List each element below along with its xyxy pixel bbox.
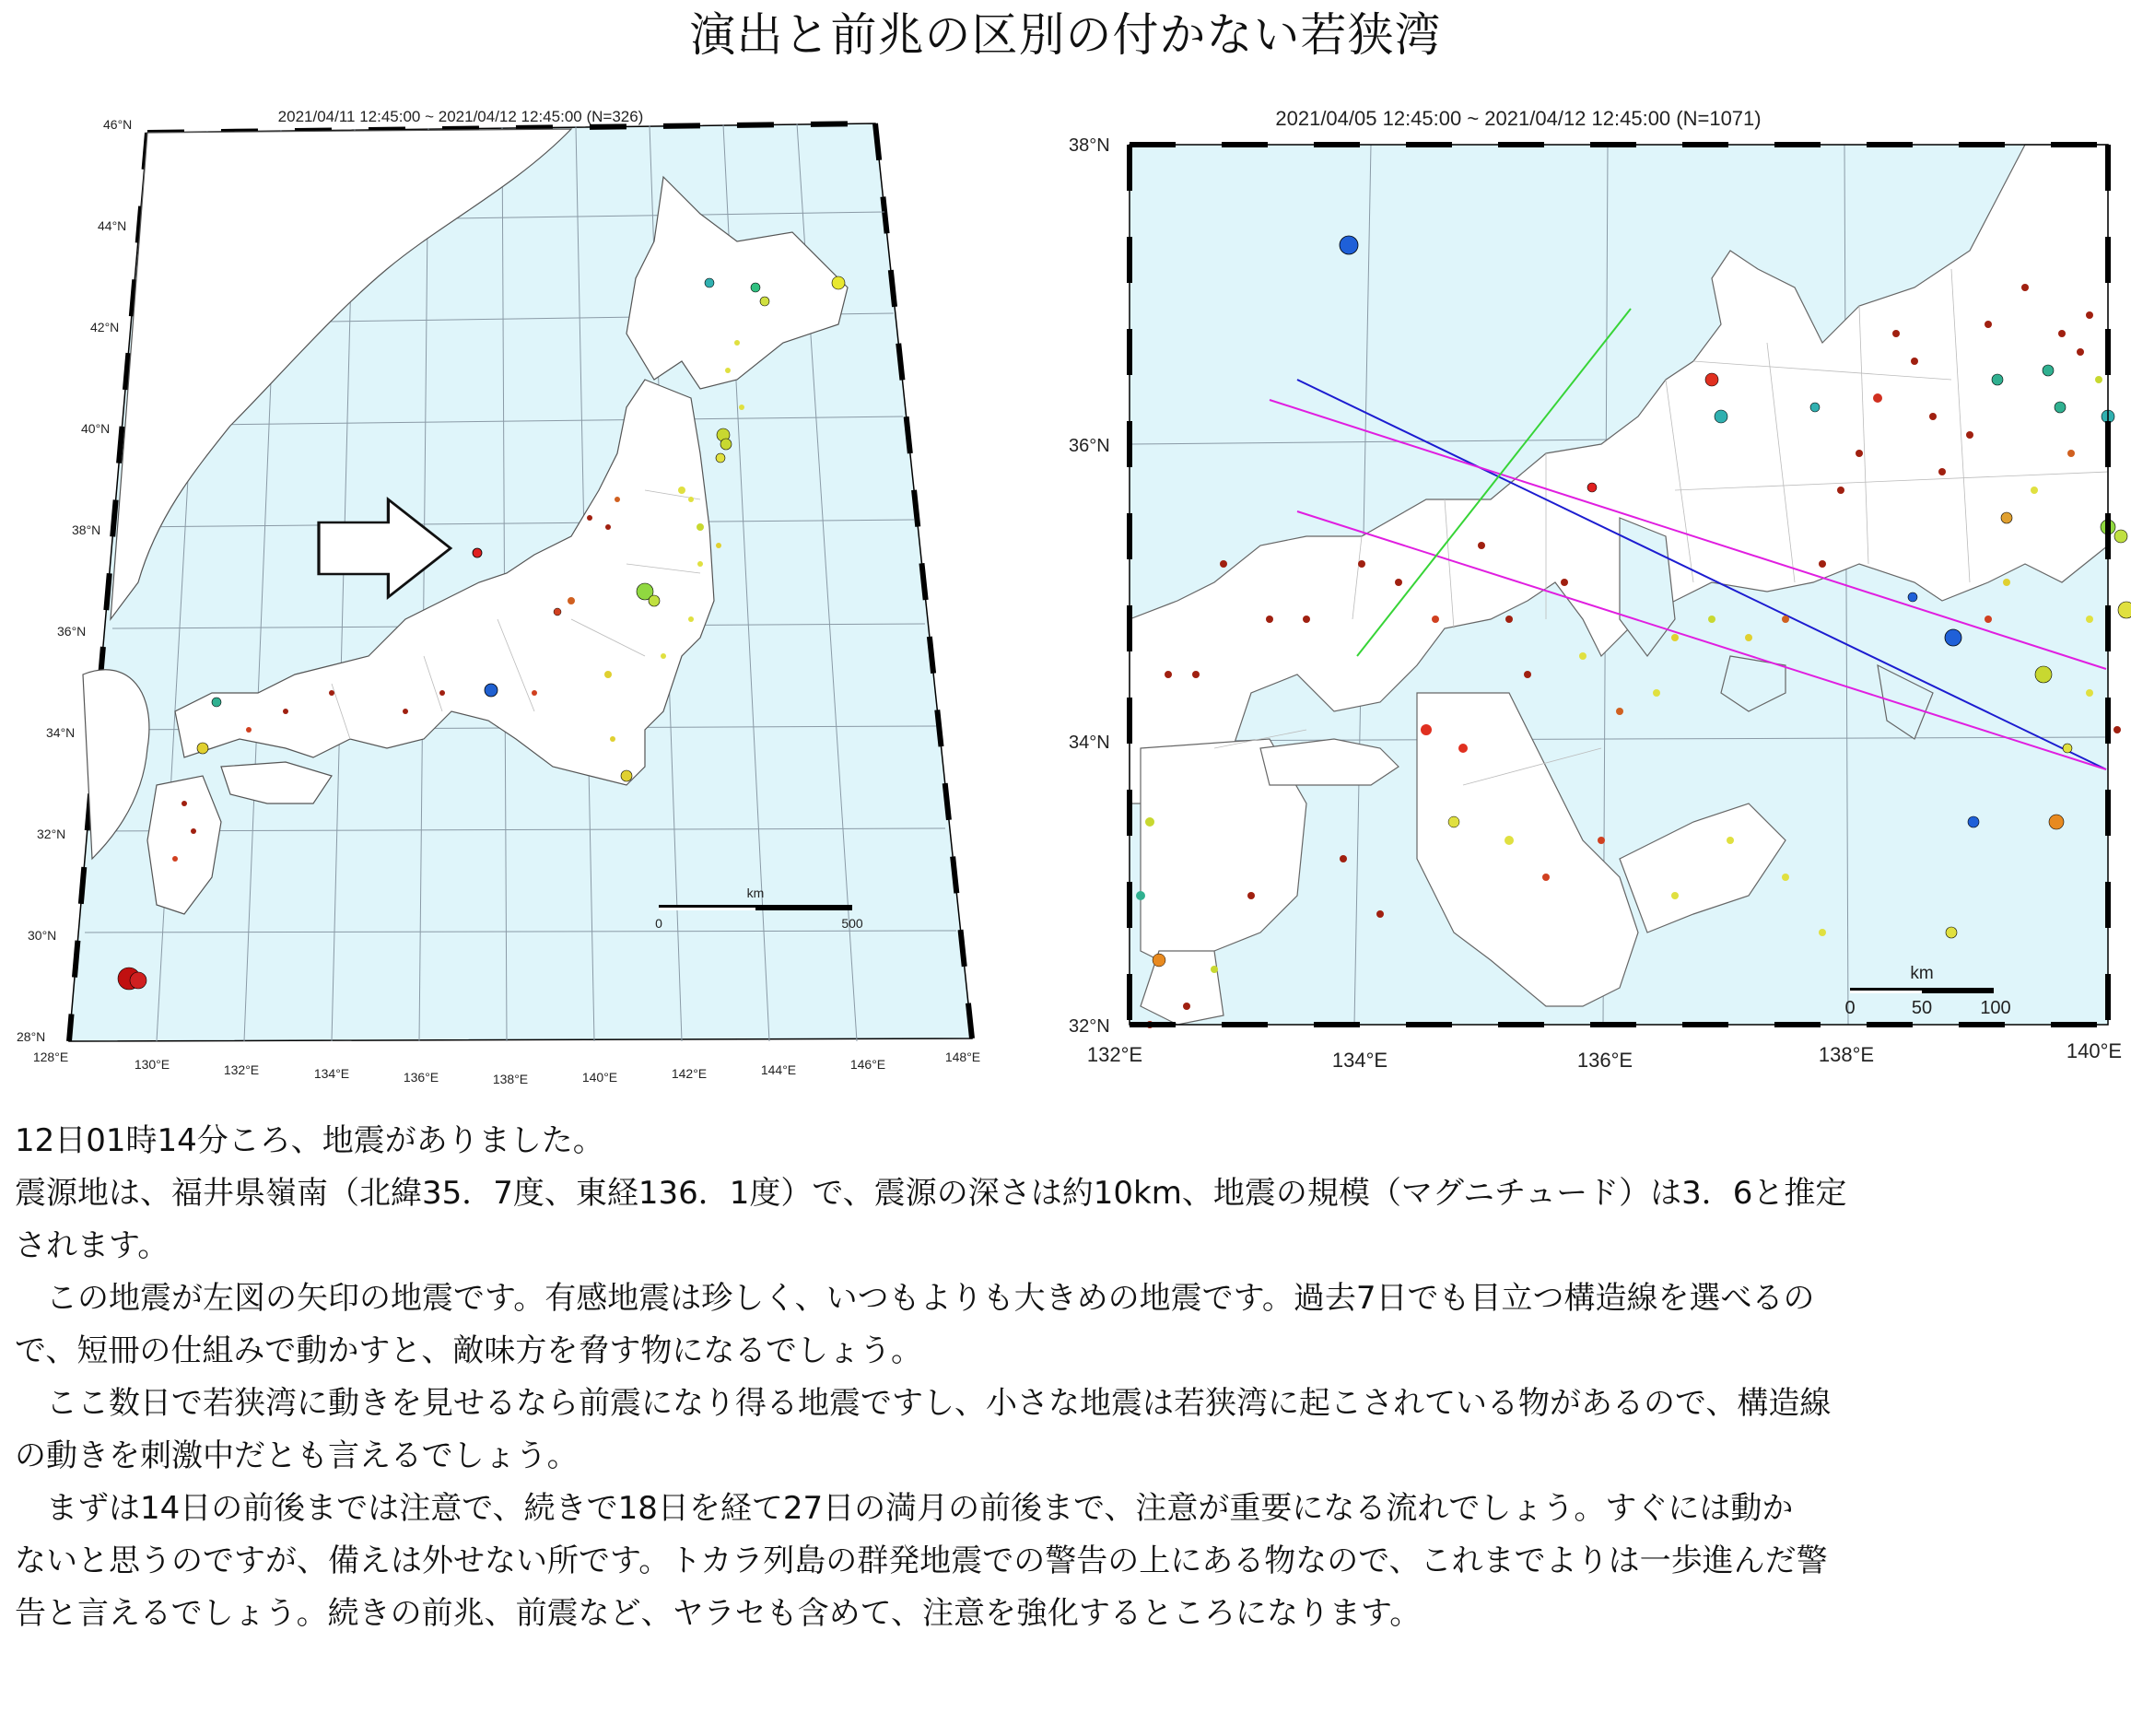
japan-seismicity-map — [17, 103, 995, 1087]
svg-text:44°N: 44°N — [98, 218, 127, 233]
kansai-seismicity-map — [1030, 103, 2131, 1087]
article-paragraph: 告と言えるでしょう。続きの前兆、前震など、ヤラセも含めて、注意を強化するところになります。 — [15, 1595, 1422, 1632]
svg-text:134°E: 134°E — [313, 1066, 350, 1081]
svg-text:36°N: 36°N — [57, 624, 87, 639]
svg-text:144°E: 144°E — [760, 1062, 797, 1077]
svg-text:40°N: 40°N — [81, 421, 111, 436]
svg-text:0: 0 — [1844, 998, 1856, 1018]
svg-text:146°E: 146°E — [849, 1057, 886, 1072]
svg-text:134°E: 134°E — [1331, 1049, 1388, 1072]
svg-text:132°E: 132°E — [223, 1062, 260, 1077]
svg-text:100: 100 — [1980, 998, 2011, 1018]
right-map-lon-labels — [1087, 1039, 2122, 1072]
svg-text:42°N: 42°N — [90, 320, 120, 334]
svg-text:38°N: 38°N — [72, 522, 101, 537]
svg-text:148°E: 148°E — [944, 1050, 981, 1064]
article-paragraph: 12日01時14分ころ、地震がありました。 — [15, 1122, 604, 1159]
article-paragraph: 震源地は、福井県嶺南（北緯35．7度、東経136．1度）で、震源の深さは約10km、地震の規模（マグニチュード）は3．6と推定 — [15, 1175, 1847, 1212]
svg-text:km: km — [746, 886, 765, 900]
page-title: 演出と前兆の区別の付かない若狭湾 — [689, 8, 1442, 62]
epicenter-marker — [473, 548, 482, 557]
svg-text:500: 500 — [841, 916, 863, 931]
svg-text:30°N: 30°N — [28, 928, 57, 943]
right-map-period: 2021/04/05 12:45:00 ~ 2021/04/12 12:45:00 (N=1071) — [1275, 107, 1762, 130]
svg-text:32°N: 32°N — [37, 827, 66, 841]
svg-text:142°E: 142°E — [671, 1066, 708, 1081]
right-map-lat-labels — [1069, 135, 1110, 1037]
svg-text:34°N: 34°N — [46, 725, 76, 740]
article-paragraph: この地震が左図の矢印の地震です。有感地震は珍しく、いつもよりも大きめの地震です。過去7日でも目立つ構造線を選べるの — [46, 1280, 1815, 1317]
svg-text:34°N: 34°N — [1069, 733, 1110, 753]
svg-text:0: 0 — [655, 916, 662, 931]
svg-text:132°E: 132°E — [1086, 1043, 1143, 1066]
article-paragraph: ここ数日で若狭湾に動きを見せるなら前震になり得る地震ですし、小さな地震は若狭湾に起こされている物があるので、構造線 — [46, 1385, 1832, 1422]
svg-text:36°N: 36°N — [1069, 436, 1110, 456]
article-paragraph: されます。 — [15, 1227, 170, 1264]
svg-text:46°N: 46°N — [103, 117, 133, 132]
article-paragraph: で、短冊の仕組みで動かすと、敵味方を脅す物になるでしょう。 — [15, 1332, 922, 1369]
svg-text:128°E: 128°E — [32, 1050, 69, 1064]
svg-text:136°E: 136°E — [1576, 1049, 1633, 1072]
article-paragraph: の動きを刺激中だとも言えるでしょう。 — [15, 1437, 579, 1474]
svg-text:138°E: 138°E — [1818, 1043, 1875, 1066]
article-body — [15, 1115, 2115, 1640]
svg-text:138°E: 138°E — [492, 1072, 529, 1086]
svg-text:140°E: 140°E — [2066, 1039, 2123, 1062]
svg-text:32°N: 32°N — [1069, 1016, 1110, 1037]
article-paragraph: ないと思うのですが、備えは外せない所です。トカラ列島の群発地震での警告の上にある物なので、これまでよりは一歩進んだ警 — [15, 1542, 1828, 1579]
svg-text:140°E: 140°E — [581, 1070, 618, 1085]
svg-text:38°N: 38°N — [1069, 135, 1110, 156]
left-map-lon-labels — [33, 1050, 980, 1086]
svg-text:50: 50 — [1911, 998, 1933, 1018]
article-paragraph: まずは14日の前後までは注意で、続きで18日を経て27日の満月の前後まで、注意が重要になる流れでしょう。すぐには動か — [46, 1490, 1794, 1527]
svg-text:km: km — [1910, 964, 1934, 983]
svg-text:130°E: 130°E — [134, 1057, 170, 1072]
svg-text:136°E: 136°E — [403, 1070, 439, 1085]
svg-text:28°N: 28°N — [17, 1029, 46, 1044]
left-map-period: 2021/04/11 12:45:00 ~ 2021/04/12 12:45:00 (N=326) — [277, 108, 644, 125]
